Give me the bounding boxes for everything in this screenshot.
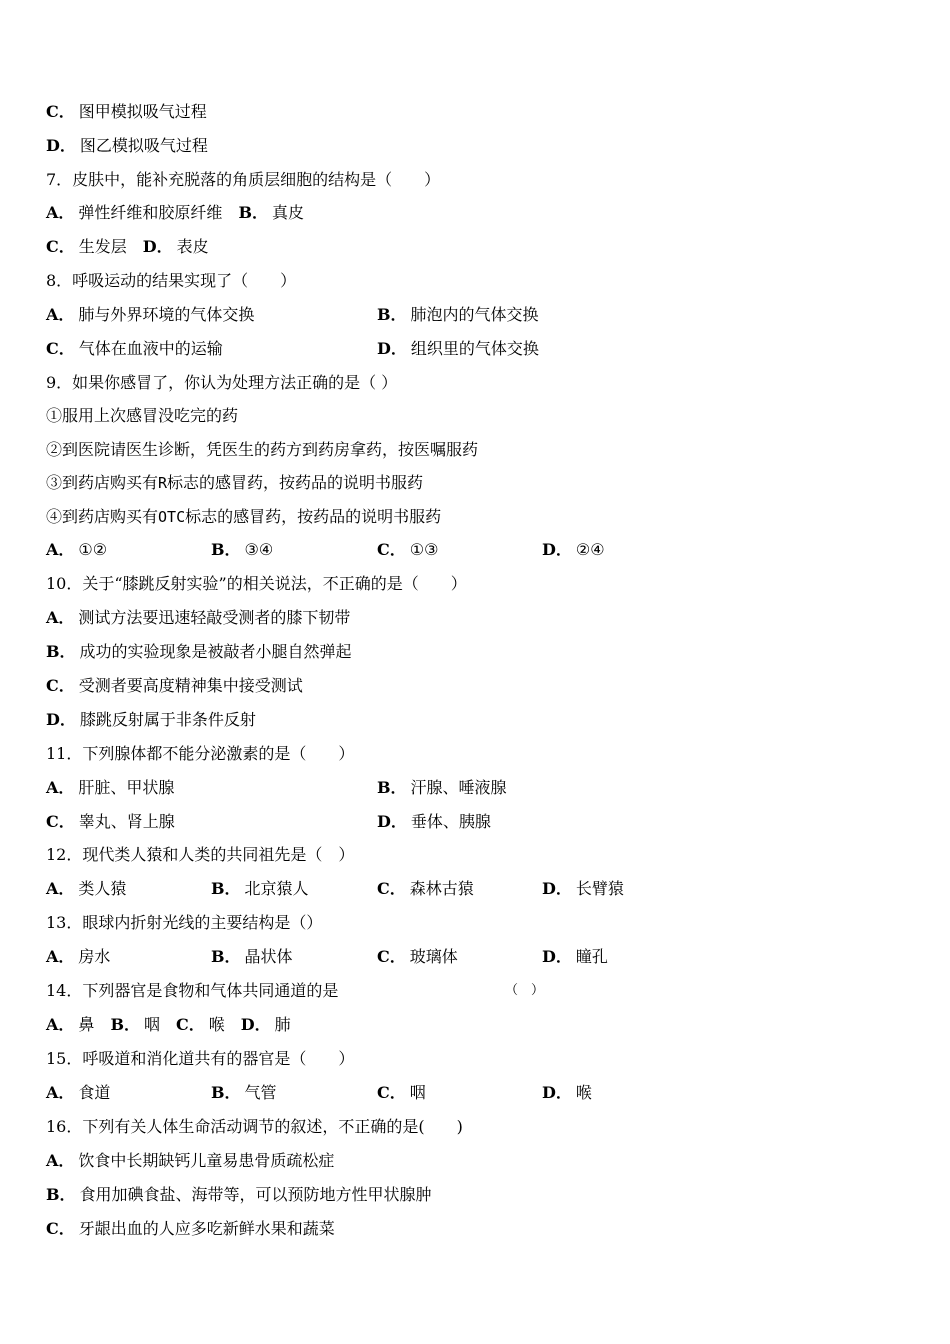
q9-option-d: D． ②④ [542,540,605,559]
option-d: D． 图乙模拟吸气过程 [46,136,208,155]
q14-options: A． 鼻 B． 咽 C． 喉 D． 肺 [46,1015,291,1034]
q10-option-b: B． 成功的实验现象是被敲者小腿自然弹起 [46,642,352,661]
q9-option-c: C． ①③ [377,540,439,559]
q12-option-a: A． 类人猿 [46,879,127,898]
q9-option-a: A． ①② [46,540,108,559]
question-10: 10．关于“膝跳反射实验”的相关说法，不正确的是（ ） [46,574,467,593]
q13-option-c: C． 玻璃体 [377,947,458,966]
q16-option-c: C． 牙龈出血的人应多吃新鲜水果和蔬菜 [46,1219,335,1238]
q15-option-a: A． 食道 [46,1083,111,1102]
q13-option-b: B． 晶状体 [211,947,293,966]
q11-option-b: B． 汗腺、唾液腺 [377,778,507,797]
q15-option-b: B． 气管 [211,1083,277,1102]
q16-option-a: A． 饮食中长期缺钙儿童易患骨质疏松症 [46,1151,335,1170]
q10-option-a: A． 测试方法要迅速轻敲受测者的膝下韧带 [46,608,351,627]
q9-statement-3: ③到药店购买有R标志的感冒药，按药品的说明书服药 [46,473,424,492]
q13-option-a: A． 房水 [46,947,111,966]
question-11: 11．下列腺体都不能分泌激素的是（ ） [46,744,355,763]
q15-option-c: C． 咽 [377,1083,426,1102]
q8-option-d: D． 组织里的气体交换 [377,339,539,358]
q16-option-b: B． 食用加碘食盐、海带等，可以预防地方性甲状腺肿 [46,1185,432,1204]
option-c: C． 图甲模拟吸气过程 [46,102,207,121]
question-15: 15．呼吸道和消化道共有的器官是（ ） [46,1049,355,1068]
q9-statement-2: ②到医院请医生诊断，凭医生的药方到药房拿药，按医嘱服药 [46,440,479,459]
q7-options-ab: A． 弹性纤维和胶原纤维 B． 真皮 [46,203,304,222]
question-16: 16．下列有关人体生命活动调节的叙述，不正确的是( ) [46,1117,463,1136]
q11-option-d: D． 垂体、胰腺 [377,812,491,831]
q10-option-c: C． 受测者要高度精神集中接受测试 [46,676,303,695]
question-8: 8．呼吸运动的结果实现了（ ） [46,271,297,290]
question-13: 13．眼球内折射光线的主要结构是（） [46,913,323,932]
question-9: 9．如果你感冒了，你认为处理方法正确的是（ ） [46,373,398,392]
question-7: 7．皮肤中，能补充脱落的角质层细胞的结构是（ ） [46,170,441,189]
question-12: 12．现代类人猿和人类的共同祖先是（ ） [46,845,355,864]
q11-option-a: A． 肝脏、甲状腺 [46,778,175,797]
q15-option-d: D． 喉 [542,1083,592,1102]
q13-option-d: D． 瞳孔 [542,947,608,966]
q12-option-c: C． 森林古猿 [377,879,474,898]
q10-option-d: D． 膝跳反射属于非条件反射 [46,710,256,729]
q8-option-a: A． 肺与外界环境的气体交换 [46,305,255,324]
q12-option-d: D． 长臂猿 [542,879,624,898]
q8-option-b: B． 肺泡内的气体交换 [377,305,539,324]
question-14-answer-blank: （ ） [505,983,545,998]
q9-statement-4: ④到药店购买有OTC标志的感冒药，按药品的说明书服药 [46,507,442,526]
q8-option-c: C． 气体在血液中的运输 [46,339,223,358]
q9-option-b: B． ③④ [211,540,274,559]
q7-options-cd: C． 生发层 D． 表皮 [46,237,209,256]
q11-option-c: C． 睾丸、肾上腺 [46,812,175,831]
q12-option-b: B． 北京猿人 [211,879,309,898]
question-14: 14．下列器官是食物和气体共同通道的是 [46,981,339,1000]
q9-statement-1: ①服用上次感冒没吃完的药 [46,406,239,425]
